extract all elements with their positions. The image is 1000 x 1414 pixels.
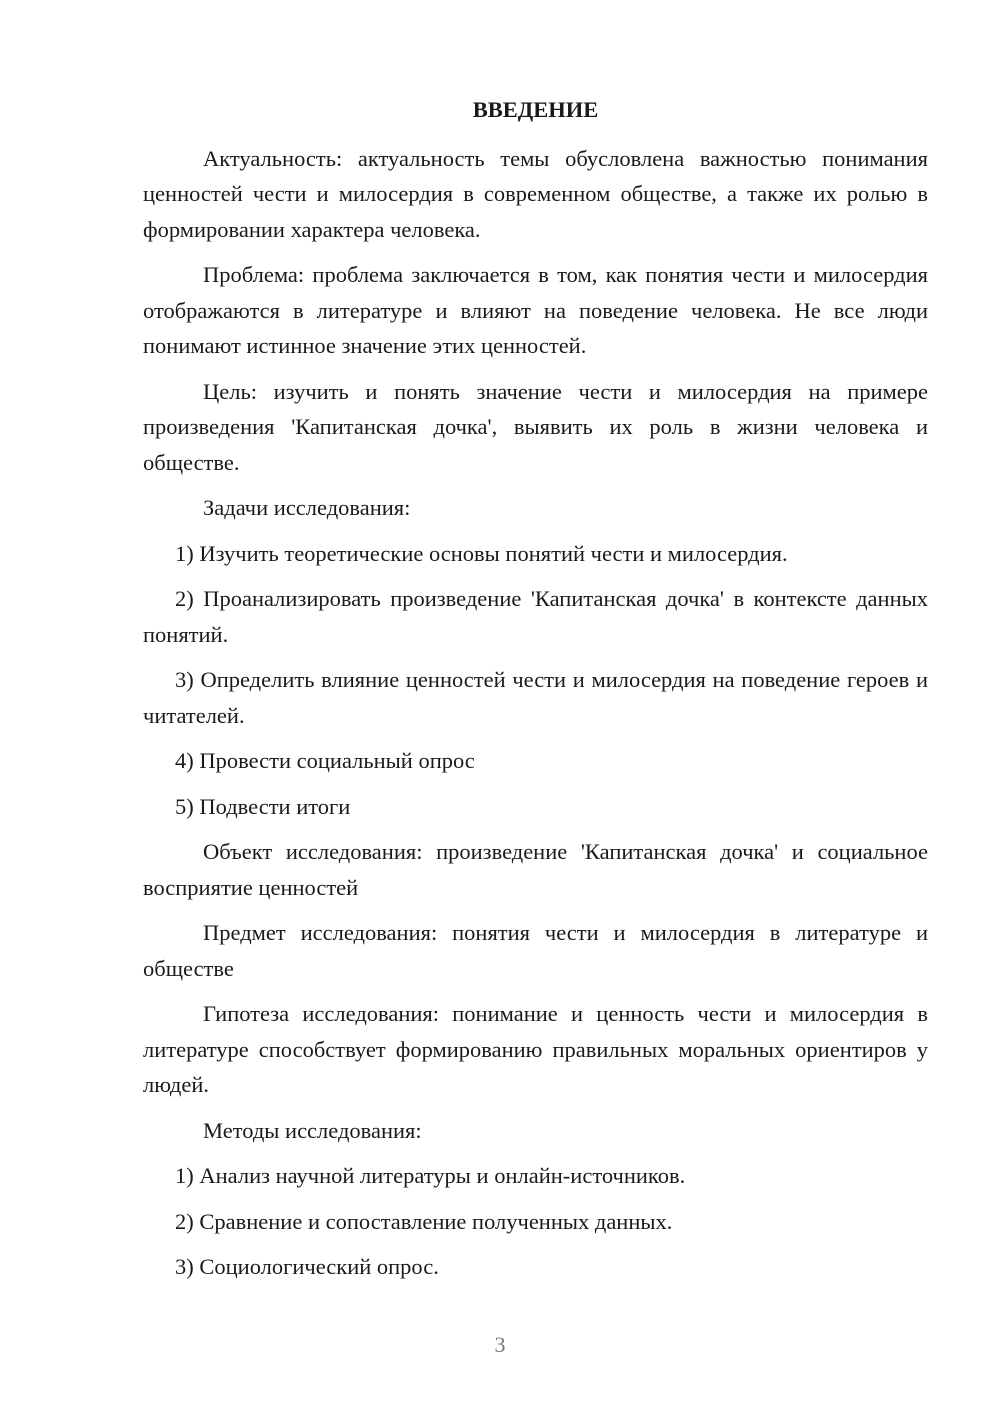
task-item: 5) Подвести итоги xyxy=(175,793,351,819)
problem-paragraph: Проблема: проблема заключается в том, как понятия чести и милосердия отображаются в литературе и влияют на поведение человека. Не все люди понимают истинное значение этих ценностей. xyxy=(143,262,928,358)
task-item: 3) Определить влияние ценностей чести и милосердия на поведение героев и читателей. xyxy=(143,667,928,728)
relevance-paragraph: Актуальность: актуальность темы обусловлена важностью понимания ценностей чести и милосердия в современном обществе, а также их ролью в формировании характера человека. xyxy=(143,145,928,242)
method-item: 3) Социологический опрос. xyxy=(175,1254,439,1279)
goal-paragraph: Цель: изучить и понять значение чести и милосердия на примере произведения 'Капитанская дочка', выявить их роль в жизни человека и обществе. xyxy=(143,378,928,475)
methods-heading: Методы исследования: xyxy=(203,1117,422,1143)
document-page xyxy=(143,92,928,1295)
task-item: 4) Провести социальный опрос xyxy=(175,748,475,773)
object-paragraph: Объект исследования: произведение 'Капитанская дочка' и социальное восприятие ценностей xyxy=(143,839,928,900)
task-item: 2) Проанализировать произведение 'Капитанская дочка' в контексте данных понятий. xyxy=(143,586,928,647)
task-item: 1) Изучить теоретические основы понятий чести и милосердия. xyxy=(175,540,788,566)
subject-paragraph: Предмет исследования: понятия чести и милосердия в литературе и обществе xyxy=(143,920,928,981)
hypothesis-paragraph: Гипотеза исследования: понимание и ценность чести и милосердия в литературе способствует формированию правильных моральных ориентиров у людей. xyxy=(143,1001,928,1097)
section-title: ВВЕДЕНИЕ xyxy=(472,97,599,122)
page-number: 3 xyxy=(494,1332,506,1357)
method-item: 1) Анализ научной литературы и онлайн-источников. xyxy=(175,1163,686,1188)
method-item: 2) Сравнение и сопоставление полученных данных. xyxy=(175,1208,673,1234)
tasks-heading: Задачи исследования: xyxy=(203,495,411,520)
